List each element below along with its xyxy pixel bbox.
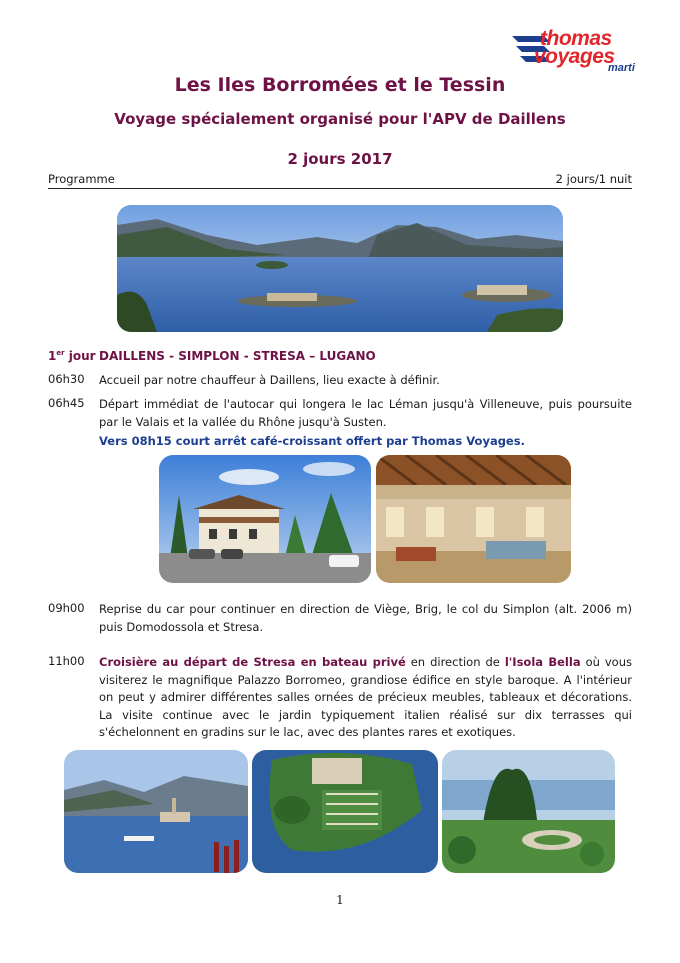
isola-bella-aerial-photo [252, 750, 438, 873]
lake-maggiore-photo [117, 205, 563, 332]
logo-text-voyages: voyages [534, 45, 615, 68]
page-subtitle: Voyage spécialement organisé pour l'APV de Daillens [114, 110, 566, 128]
isola-bella-highlight: l'Isola Bella [504, 655, 581, 669]
schedule-text-1100: Croisière au départ de Stresa en bateau privé en direction de l'Isola Bella où vous visiterez le magnifique Palazzo Borromeo, grandiose édifice en style baroque. A l'intérieur on peut y admirer différentes salles ornées de précieux meubles, tableaux et décorations. La visite continue avec le jardin typiquement italien réalisé sur dix terrasses qui s'échelonnent en gradins sur le lac, avec des plantes rares et exotiques. [99, 655, 632, 739]
time-0900: 09h00 [48, 601, 85, 615]
time-1100: 11h00 [48, 654, 85, 668]
schedule-text-0900: Reprise du car pour continuer en direction de Viège, Brig, le col du Simplon (alt. 2006 m) puis Domodossola et Stresa. [99, 602, 632, 634]
duration-label: 2 jours/1 nuit [555, 172, 632, 186]
coffee-stop-note: Vers 08h15 court arrêt café-croissant offert par Thomas Voyages. [99, 434, 525, 448]
schedule-text-0630: Accueil par notre chauffeur à Daillens, lieu exacte à définir. [99, 373, 440, 387]
day-label: 1er jour [48, 349, 96, 363]
programme-row [48, 172, 632, 189]
logo-text-marti: marti [608, 62, 635, 74]
trip-date: 2 jours 2017 [287, 150, 393, 168]
programme-label: Programme [48, 172, 115, 186]
logo-text-thomas: thomas [540, 27, 612, 50]
borromeo-garden-photo [442, 750, 615, 873]
page-title: Les Iles Borromées et le Tessin [174, 74, 506, 96]
stresa-harbour-photo [64, 750, 248, 873]
hotel-interior-photo [376, 455, 571, 583]
schedule-text-0645: Départ immédiat de l'autocar qui longera le lac Léman jusqu'à Villeneuve, puis poursuite par le Valais et la vallée du Rhône jusqu'à Susten. [99, 397, 632, 429]
thomas-voyages-logo [510, 24, 650, 78]
cruise-highlight: Croisière au départ de Stresa en bateau privé [99, 655, 406, 669]
time-0645: 06h45 [48, 396, 85, 410]
day-route: DAILLENS - SIMPLON - STRESA – LUGANO [99, 349, 376, 363]
time-0630: 06h30 [48, 372, 85, 386]
hotel-exterior-photo [159, 455, 371, 583]
page-number: 1 [336, 893, 344, 907]
